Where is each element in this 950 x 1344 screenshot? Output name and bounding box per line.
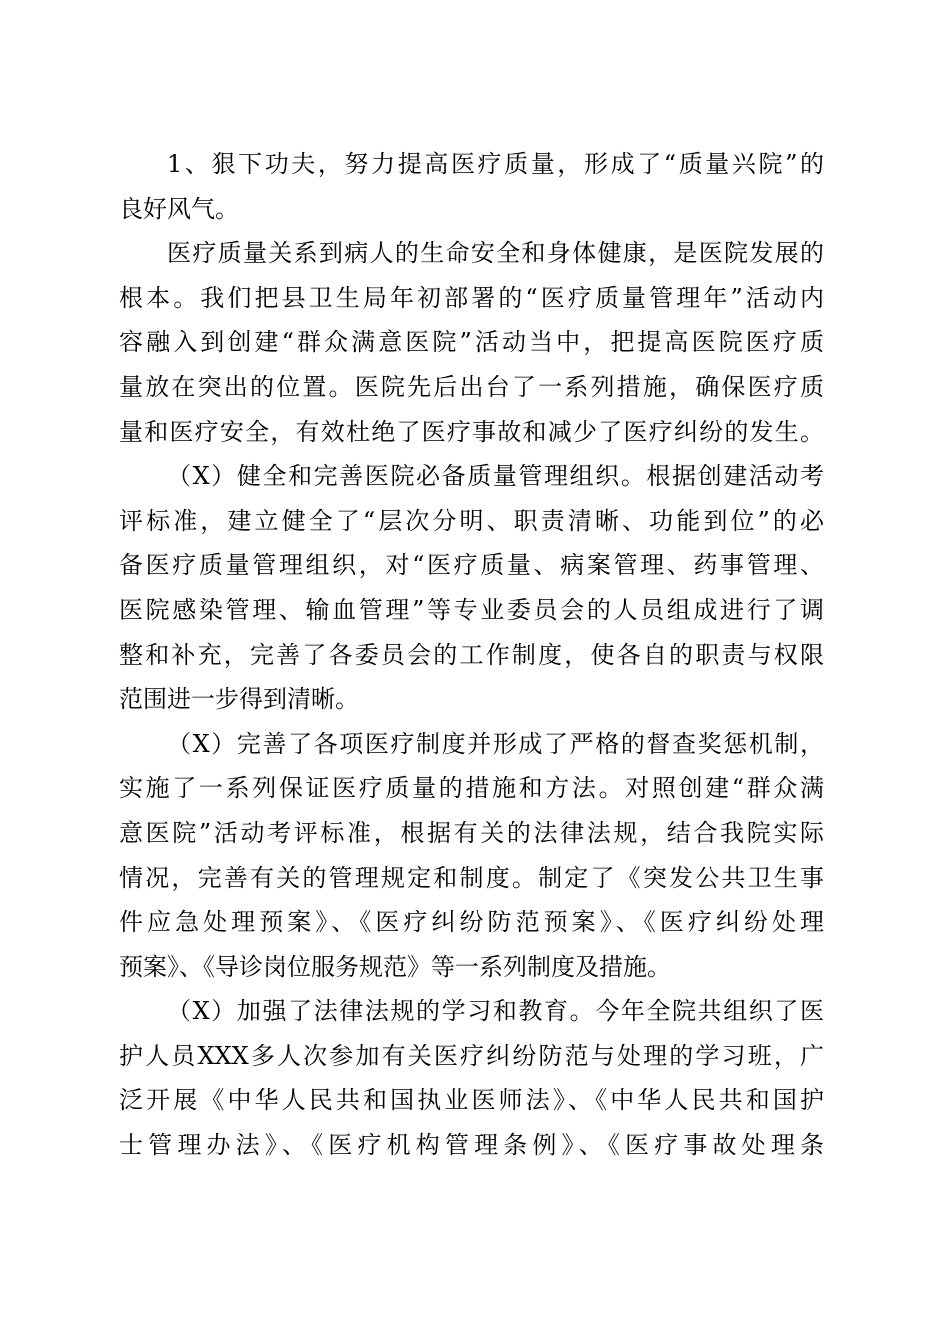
paragraph-3-line-1: （X）健全和完善医院必备质量管理组织。根据创建活动考 xyxy=(167,462,824,491)
paragraph-5-line-1: （X）加强了法律法规的学习和教育。今年全院共组织了医 xyxy=(167,997,824,1026)
document-body xyxy=(119,142,824,1168)
paragraph-2-line-3: 容融入到创建“群众满意医院”活动当中，把提高医院医疗质 xyxy=(119,328,824,357)
paragraph-4-line-3: 意医院”活动考评标准，根据有关的法律法规，结合我院实际 xyxy=(119,818,824,847)
paragraph-4-line-1: （X）完善了各项医疗制度并形成了严格的督查奖惩机制， xyxy=(167,729,824,758)
paragraph-4-line-6: 预案》、《导诊岗位服务规范》等一系列制度及措施。 xyxy=(119,952,671,981)
paragraph-2-line-2: 根本。我们把县卫生局年初部署的“医疗质量管理年”活动内 xyxy=(119,283,824,312)
paragraph-2-line-5: 量和医疗安全，有效杜绝了医疗事故和减少了医疗纠纷的发生。 xyxy=(119,417,824,446)
paragraph-4-line-5: 件应急处理预案》、《医疗纠纷防范预案》、《医疗纠纷处理 xyxy=(119,908,824,937)
paragraph-2-line-4: 量放在突出的位置。医院先后出台了一系列措施，确保医疗质 xyxy=(119,372,824,401)
paragraph-5-line-4: 士管理办法》、《医疗机构管理条例》、《医疗事故处理条 xyxy=(119,1131,824,1160)
paragraph-3-line-4: 医院感染管理、输血管理”等专业委员会的人员组成进行了调 xyxy=(119,595,824,624)
paragraph-5-line-3: 泛开展《中华人民共和国执业医师法》、《中华人民共和国护 xyxy=(119,1086,824,1115)
paragraph-3-line-5: 整和补充，完善了各委员会的工作制度，使各自的职责与权限 xyxy=(119,640,824,669)
paragraph-5-line-2: 护人员XXX多人次参加有关医疗纠纷防范与处理的学习班，广 xyxy=(119,1041,824,1070)
paragraph-3-line-2: 评标准，建立健全了“层次分明、职责清晰、功能到位”的必 xyxy=(119,506,824,535)
paragraph-1-line-2: 良好风气。 xyxy=(119,194,239,223)
paragraph-1-line-1: 1、狠下功夫，努力提高医疗质量，形成了“质量兴院”的 xyxy=(167,150,824,178)
paragraph-2-line-1: 医疗质量关系到病人的生命安全和身体健康，是医院发展的 xyxy=(167,239,824,268)
paragraph-3-line-6: 范围进一步得到清晰。 xyxy=(119,685,359,714)
paragraph-3-line-3: 备医疗质量管理组织，对“医疗质量、病案管理、药事管理、 xyxy=(119,551,824,580)
paragraph-4-line-4: 情况，完善有关的管理规定和制度。制定了《突发公共卫生事 xyxy=(119,863,824,892)
paragraph-4-line-2: 实施了一系列保证医疗质量的措施和方法。对照创建“群众满 xyxy=(119,774,824,803)
